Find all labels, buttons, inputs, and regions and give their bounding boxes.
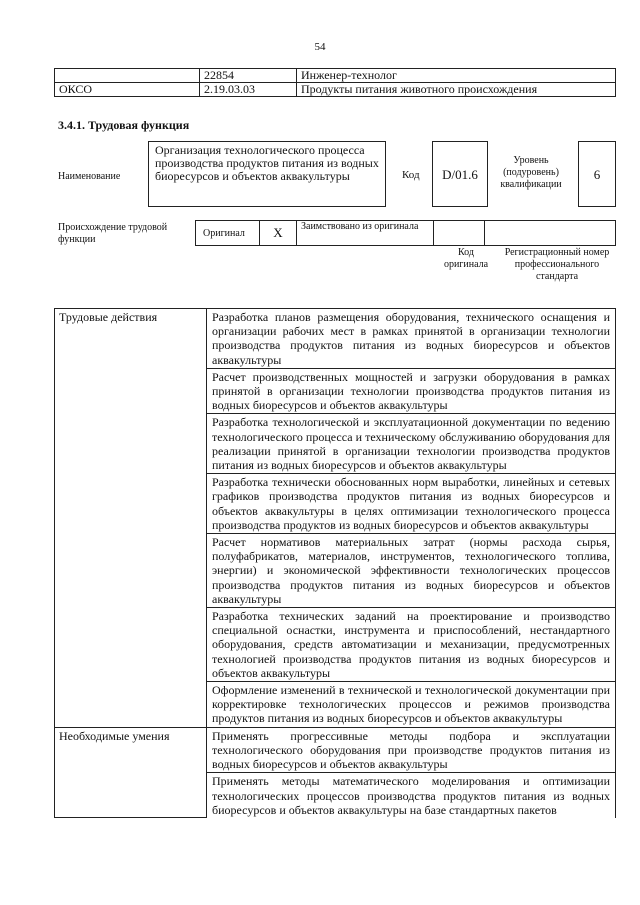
skill-item: Применять прогрессивные методы подбора и эксплуатации технологического оборудования при производстве продуктов питания из водных биоресурсов и объектов аквакультуры bbox=[207, 727, 616, 773]
code-original-caption: Код оригинала bbox=[443, 247, 489, 270]
reg-number-caption: Регистрационный номер профессионального стандарта bbox=[504, 247, 610, 282]
qualification-level-label: Уровень (подуровень) квалификации bbox=[500, 155, 562, 190]
okso-row-name: Инженер-технолог bbox=[297, 69, 616, 83]
borrowed-label: Заимствовано из оригинала bbox=[297, 221, 434, 246]
code-label: Код bbox=[402, 169, 420, 181]
table-row bbox=[55, 727, 616, 773]
labor-action-item: Разработка технически обоснованных норм выработки, линейных и сетевых графиков производства продуктов питания из водных биоресурсов и объектов аквакультуры в целях оптимизации технологического процесса производства продуктов из водных биоресурсов и объектов аквакультуры bbox=[207, 474, 616, 534]
required-skills-label: Необходимые умения bbox=[55, 727, 207, 818]
origin-label: Происхождение трудовой функции bbox=[58, 222, 168, 245]
labor-function-table bbox=[54, 308, 616, 818]
section-heading: 3.4.1. Трудовая функция bbox=[58, 118, 190, 132]
labor-action-item: Разработка технологической и эксплуатационной документации по ведению технологического процесса и техническому обслуживанию оборудования для реализации принятой в организации технологии производства продуктов питания из водных биоресурсов и объектов аквакультуры bbox=[207, 414, 616, 474]
okso-row-code: 22854 bbox=[200, 69, 297, 83]
labor-actions-label: Трудовые действия bbox=[55, 309, 207, 728]
okso-table bbox=[54, 68, 616, 97]
page-number: 54 bbox=[314, 41, 326, 53]
labor-action-item: Разработка технических заданий на проектирование и производство специальной оснастки, инструмента и приспособлений, нестандартного оборудования, средств автоматизации и механизации, предусмотренных технологией производства продуктов питания из водных биоресурсов и объектов аквакультуры bbox=[207, 608, 616, 682]
okso-row bbox=[55, 83, 616, 97]
okso-row-label: ОКСО bbox=[55, 83, 200, 97]
reg-number-cell bbox=[485, 221, 616, 246]
code-original-cell bbox=[434, 221, 485, 246]
original-label: Оригинал bbox=[196, 221, 260, 246]
origin-row bbox=[196, 221, 616, 246]
original-mark: X bbox=[260, 221, 297, 246]
okso-row bbox=[55, 69, 616, 83]
okso-row-label bbox=[55, 69, 200, 83]
labor-action-item: Расчет нормативов материальных затрат (нормы расхода сырья, полуфабрикатов, материалов, инструментов, технологического топлива, энергии) и экономической эффективности технологических процессов производства продуктов питания из водных биоресурсов и объектов аквакультуры bbox=[207, 534, 616, 608]
origin-table bbox=[195, 220, 616, 246]
table-row bbox=[55, 309, 616, 369]
okso-row-name: Продукты питания животного происхождения bbox=[297, 83, 616, 97]
skill-item: Применять методы математического моделирования и оптимизации технологических процессов производства продуктов питания из водных биоресурсов и объектов аквакультуры на базе стандартных пакетов bbox=[207, 773, 616, 818]
function-code-box: D/01.6 bbox=[432, 141, 488, 207]
qualification-level-box: 6 bbox=[578, 141, 616, 207]
labor-action-item: Оформление изменений в технической и технологической документации при корректировке технологических процессов и режимов производства продуктов питания из водных биоресурсов и объектов аквакультуры bbox=[207, 682, 616, 728]
labor-action-item: Расчет производственных мощностей и загрузки оборудования в рамках принятой в организации технологии производства продуктов питания из водных биоресурсов и объектов аквакультуры bbox=[207, 368, 616, 414]
labor-action-item: Разработка планов размещения оборудования, технического оснащения и организации рабочих мест в рамках принятой в организации технологии производства продуктов питания из водных биоресурсов и объектов аквакультуры bbox=[207, 309, 616, 369]
okso-row-code: 2.19.03.03 bbox=[200, 83, 297, 97]
name-label: Наименование bbox=[58, 171, 121, 182]
function-name-box: Организация технологического процесса производства продуктов питания из водных биоресурсов и объектов аквакультуры bbox=[148, 141, 386, 207]
